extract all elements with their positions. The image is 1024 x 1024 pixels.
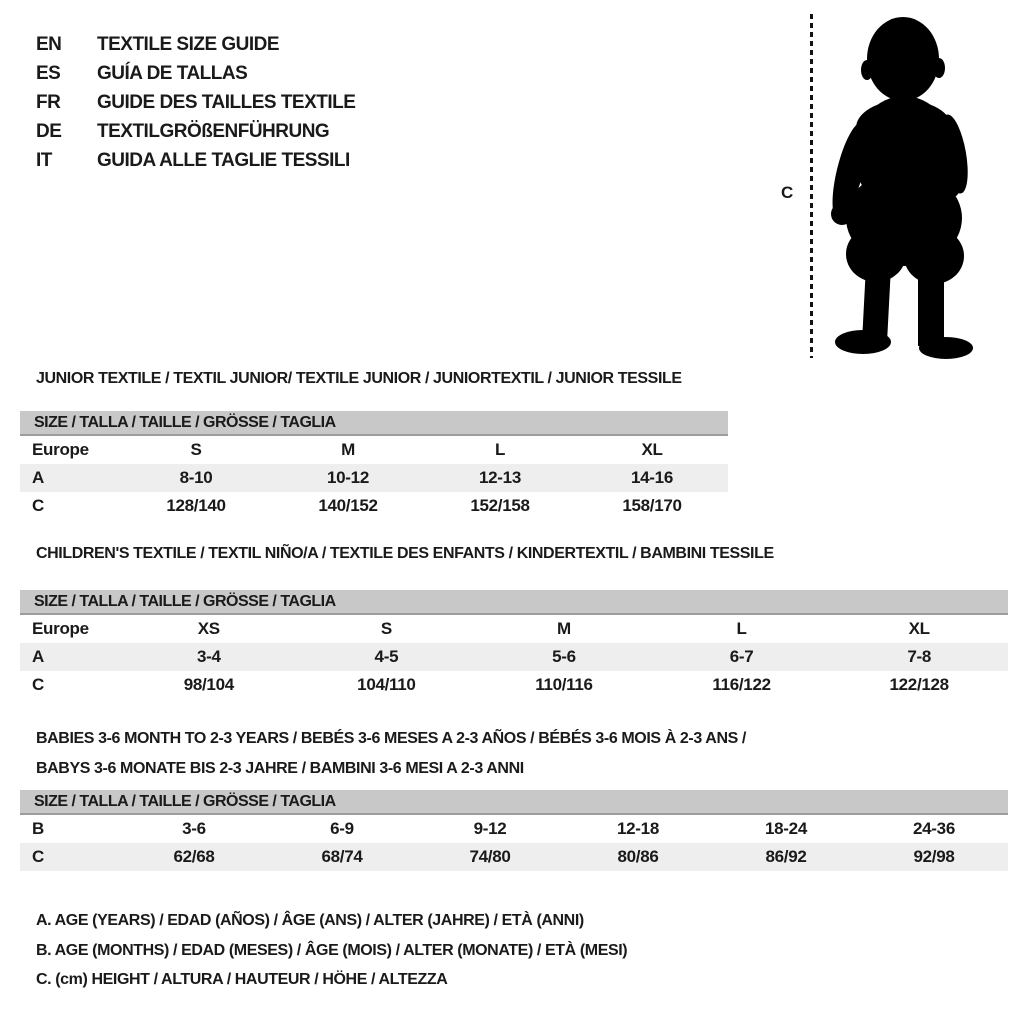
- row-label-cell: Europe: [32, 619, 89, 638]
- language-title: GUÍA DE TALLAS: [97, 62, 248, 84]
- junior-table-body: [20, 436, 728, 520]
- table-row: [20, 843, 1008, 871]
- table-row: [20, 815, 1008, 843]
- row-label-cell: C: [32, 675, 44, 694]
- table-header: SIZE / TALLA / TAILLE / GRÖSSE / TAGLIA: [20, 590, 1008, 615]
- value-cell: 6-9: [330, 819, 354, 838]
- value-cell: 7-8: [907, 647, 931, 666]
- children-section-title: CHILDREN'S TEXTILE / TEXTIL NIÑO/A / TEXTILE DES ENFANTS / KINDERTEXTIL / BAMBINI TESSILE: [36, 545, 774, 562]
- language-row-en: [36, 30, 355, 59]
- language-title: TEXTILE SIZE GUIDE: [97, 33, 280, 55]
- legend-line-a: A. AGE (YEARS) / EDAD (AÑOS) / ÂGE (ANS) / ALTER (JAHRE) / ETÀ (ANNI): [36, 912, 584, 929]
- legend-line-b: B. AGE (MONTHS) / EDAD (MESES) / ÂGE (MOIS) / ALTER (MONATE) / ETÀ (MESI): [36, 941, 628, 959]
- children-size-table: [20, 590, 1008, 699]
- value-cell: M: [557, 619, 571, 638]
- height-measure-dotted-line: [810, 14, 813, 358]
- babies-table-body: [20, 815, 1008, 871]
- table-header: SIZE / TALLA / TAILLE / GRÖSSE / TAGLIA: [20, 411, 728, 436]
- table-row: [20, 436, 728, 464]
- babies-section-title-line-1: BABIES 3-6 MONTH TO 2-3 YEARS / BEBÉS 3-6 MESES A 2-3 AÑOS / BÉBÉS 3-6 MOIS À 2-3 ANS /: [36, 730, 746, 747]
- value-cell: 12-18: [617, 819, 659, 838]
- row-label-cell: C: [32, 496, 44, 515]
- row-label-cell: A: [32, 468, 44, 487]
- value-cell: 3-6: [182, 819, 206, 838]
- language-code: EN: [36, 33, 62, 55]
- toddler-silhouette-image: [826, 6, 976, 360]
- value-cell: 4-5: [374, 647, 399, 666]
- value-cell: 80/86: [617, 847, 659, 866]
- value-cell: S: [380, 619, 392, 638]
- value-cell: 12-13: [479, 468, 521, 487]
- value-cell: 152/158: [470, 496, 530, 515]
- value-cell: XS: [197, 619, 220, 638]
- language-row-it: [36, 146, 355, 175]
- value-cell: 74/80: [469, 847, 511, 866]
- value-cell: M: [341, 440, 355, 459]
- height-measure-label-c: C: [781, 183, 794, 202]
- language-code: DE: [36, 120, 62, 142]
- language-code: IT: [36, 149, 52, 171]
- value-cell: 24-36: [913, 819, 955, 838]
- language-row-es: [36, 59, 355, 88]
- value-cell: 9-12: [473, 819, 507, 838]
- value-cell: L: [736, 619, 747, 638]
- language-list: [36, 30, 355, 175]
- value-cell: 92/98: [913, 847, 955, 866]
- language-code: FR: [36, 91, 61, 113]
- value-cell: XL: [908, 619, 930, 638]
- value-cell: 18-24: [765, 819, 807, 838]
- value-cell: 98/104: [183, 675, 234, 694]
- value-cell: 6-7: [729, 647, 754, 666]
- table-row: [20, 464, 728, 492]
- value-cell: 86/92: [765, 847, 807, 866]
- value-cell: 110/116: [535, 675, 593, 694]
- language-row-de: [36, 117, 355, 146]
- value-cell: 8-10: [179, 468, 213, 487]
- value-cell: 3-4: [196, 647, 221, 666]
- babies-section-title-line-2: BABYS 3-6 MONATE BIS 2-3 JAHRE / BAMBINI 3-6 MESI A 2-3 ANNI: [36, 760, 524, 777]
- babies-section-title: [36, 724, 746, 784]
- language-title: TEXTILGRÖßENFÜHRUNG: [97, 120, 330, 142]
- value-cell: 104/110: [357, 675, 416, 694]
- value-cell: 122/128: [889, 675, 949, 694]
- value-cell: 140/152: [318, 496, 378, 515]
- language-title: GUIDA ALLE TAGLIE TESSILI: [97, 149, 350, 171]
- value-cell: 158/170: [622, 496, 682, 515]
- junior-section-title: JUNIOR TEXTILE / TEXTIL JUNIOR/ TEXTILE JUNIOR / JUNIORTEXTIL / JUNIOR TESSILE: [36, 370, 682, 387]
- value-cell: 10-12: [327, 468, 369, 487]
- value-cell: L: [494, 440, 506, 459]
- value-cell: 116/122: [712, 675, 771, 694]
- value-cell: 62/68: [173, 847, 215, 866]
- table-header: SIZE / TALLA / TAILLE / GRÖSSE / TAGLIA: [20, 790, 1008, 815]
- children-table-body: [20, 615, 1008, 699]
- row-label-cell: B: [32, 819, 44, 838]
- table-row: [20, 671, 1008, 699]
- value-cell: XL: [641, 440, 663, 459]
- babies-size-table: [20, 790, 1008, 871]
- row-label-cell: C: [32, 847, 44, 866]
- value-cell: 5-6: [552, 647, 576, 666]
- row-label-cell: A: [32, 647, 44, 666]
- table-row: [20, 643, 1008, 671]
- language-code: ES: [36, 62, 61, 84]
- language-row-fr: [36, 88, 355, 117]
- table-row: [20, 492, 728, 520]
- row-label-cell: Europe: [32, 440, 89, 459]
- table-row: [20, 615, 1008, 643]
- junior-size-table: [20, 411, 728, 520]
- value-cell: 68/74: [321, 847, 363, 866]
- value-cell: 14-16: [631, 468, 673, 487]
- legend-line-c: C. (cm) HEIGHT / ALTURA / HAUTEUR / HÖHE / ALTEZZA: [36, 971, 448, 988]
- language-title: GUIDE DES TAILLES TEXTILE: [97, 91, 356, 113]
- value-cell: 128/140: [166, 496, 226, 515]
- legend: [36, 912, 627, 1001]
- value-cell: S: [190, 440, 202, 459]
